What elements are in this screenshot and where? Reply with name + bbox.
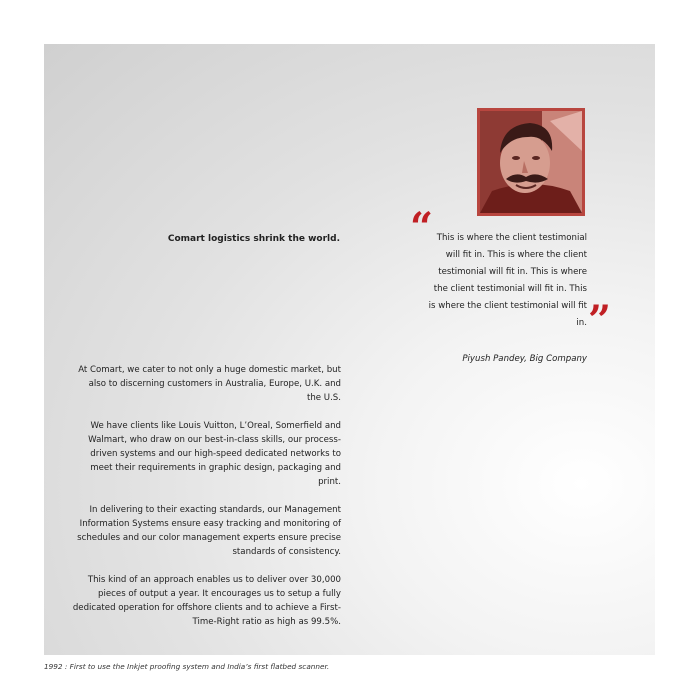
testimonial-text: This is where the client testimonial will fit in. This is where the client testimonial will fit in. This is where the client testimonial will fit in. This is where the client testimonial will fit in. [428,233,587,328]
testimonial-attribution: Piyush Pandey, Big Company [462,354,587,364]
body-paragraph-4: This kind of an approach enables us to deliver over 30,000 pieces of output a year. It encourages us to setup a fully dedicated operation for offshore clients and to achieve a First-Time-Right ratio as high as 99.5%. [72,575,341,627]
body-paragraph-3: In delivering to their exacting standards, our Management Information Systems ensure easy tracking and monitoring of schedules and our color management experts ensure precise standards of consistency. [77,505,341,557]
person-portrait-icon [480,111,582,213]
body-paragraph-2: We have clients like Louis Vuitton, L’Oreal, Somerfield and Walmart, who draw on our best-in-class skills, our process-driven systems and our high-speed dedicated networks to meet their requirements in graphic design, packaging and print. [88,421,341,487]
body-copy [72,363,341,643]
open-quote-icon: “ [410,204,434,251]
body-paragraph-1: At Comart, we cater to not only a huge domestic market, but also to discerning customers in Australia, Europe, U.K. and the U.S. [78,365,341,403]
footer-note: 1992 : First to use the Inkjet proofing system and India’s first flatbed scanner. [44,662,330,671]
headline: Comart logistics shrink the world. [167,234,340,244]
close-quote-icon: ” [588,297,612,344]
client-portrait [477,108,585,216]
